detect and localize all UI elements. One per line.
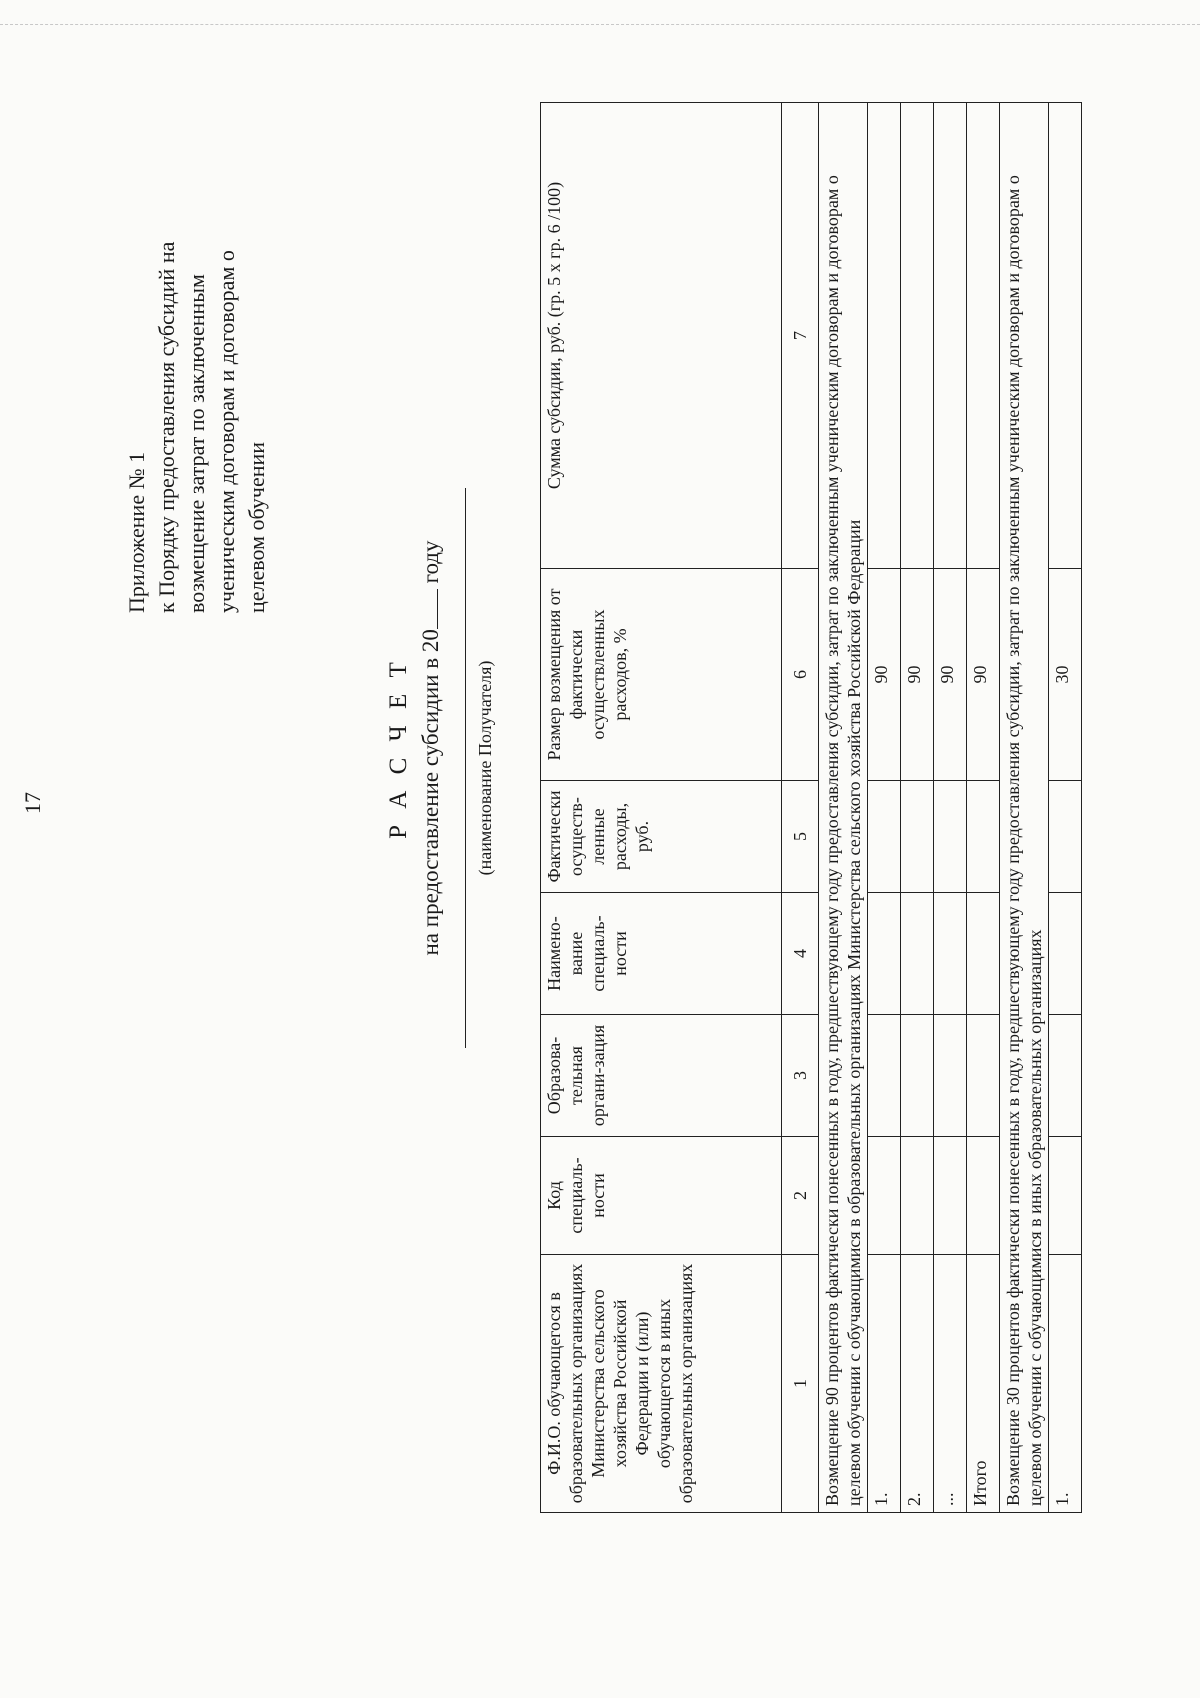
year-blank bbox=[436, 589, 438, 629]
calculation-table bbox=[540, 102, 1082, 1513]
table-row bbox=[1049, 103, 1082, 1513]
empty-cell bbox=[868, 103, 901, 569]
row-percent: 30 bbox=[1049, 569, 1082, 781]
col-number: 5 bbox=[782, 781, 819, 893]
document-title: Р А С Ч Е Т bbox=[385, 657, 412, 839]
empty-cell bbox=[1049, 893, 1082, 1015]
empty-cell bbox=[1049, 781, 1082, 893]
empty-cell bbox=[901, 1137, 934, 1255]
empty-cell bbox=[967, 103, 1000, 569]
row-label: 1. bbox=[868, 1255, 901, 1513]
empty-cell bbox=[1049, 1137, 1082, 1255]
header-row bbox=[541, 103, 782, 1513]
empty-cell bbox=[901, 781, 934, 893]
col-number: 1 bbox=[782, 1255, 819, 1513]
empty-cell bbox=[1049, 1015, 1082, 1137]
col-header-expenses: Фактически осуществ-ленные расходы, руб. bbox=[541, 781, 782, 893]
empty-cell bbox=[967, 1015, 1000, 1137]
row-label: Итого bbox=[967, 1255, 1000, 1513]
row-percent: 90 bbox=[934, 569, 967, 781]
empty-cell bbox=[901, 893, 934, 1015]
col-number: 4 bbox=[782, 893, 819, 1015]
appendix-line: возмещение затрат по заключенным bbox=[184, 274, 209, 613]
empty-cell bbox=[967, 1137, 1000, 1255]
col-number: 6 bbox=[782, 569, 819, 781]
col-header-org: Образова-тельная органи-зация bbox=[541, 1015, 782, 1137]
appendix-line: к Порядку предоставления субсидий на bbox=[154, 241, 179, 613]
empty-cell bbox=[901, 1015, 934, 1137]
col-header-subsidy: Сумма субсидии, руб. (гр. 5 х гр. 6 /100) bbox=[541, 103, 782, 569]
section-row bbox=[819, 103, 868, 1513]
row-label: 1. bbox=[1049, 1255, 1082, 1513]
document-subtitle bbox=[418, 348, 444, 1148]
col-header-name: Ф.И.О. обучающегося в образовательных организациях Министерства сельского хозяйства Российской Федерации и (или) обучающегося в иных образовательных организациях bbox=[541, 1255, 782, 1513]
row-percent: 90 bbox=[901, 569, 934, 781]
empty-cell bbox=[868, 1137, 901, 1255]
empty-cell bbox=[967, 893, 1000, 1015]
total-row bbox=[967, 103, 1000, 1513]
recipient-caption: (наименование Получателя) bbox=[475, 660, 495, 876]
col-header-specialty: Наимено-вание специаль-ности bbox=[541, 893, 782, 1015]
empty-cell bbox=[868, 893, 901, 1015]
appendix-line: ученическим договорам и договорам о bbox=[214, 250, 239, 613]
appendix-line: целевом обучении bbox=[244, 441, 269, 613]
empty-cell bbox=[934, 1137, 967, 1255]
appendix-block bbox=[122, 83, 272, 613]
table-row bbox=[868, 103, 901, 1513]
row-percent: 90 bbox=[868, 569, 901, 781]
section-row bbox=[1000, 103, 1049, 1513]
col-header-percent: Размер возмещения от фактически осуществленных расходов, % bbox=[541, 569, 782, 781]
appendix-line: Приложение № 1 bbox=[124, 451, 149, 613]
subtitle-year-word: году bbox=[418, 540, 443, 584]
empty-cell bbox=[934, 781, 967, 893]
empty-cell bbox=[868, 781, 901, 893]
section-1-title: Возмещение 90 процентов фактически понесенных в году, предшествующему году предоставления субсидии, затрат по заключенным ученическим договорам и договорам о целевом обучении с обучающимися в образовательных организациях Министерства сельского хозяйства Российской Федерации bbox=[819, 103, 868, 1513]
empty-cell bbox=[934, 893, 967, 1015]
section-2-title: Возмещение 30 процентов фактически понесенных в году, предшествующему году предоставления субсидии, затрат по заключенным ученическим договорам и договорам о целевом обучении с обучающимися в иных образовательных организациях bbox=[1000, 103, 1049, 1513]
col-number: 7 bbox=[782, 103, 819, 569]
empty-cell bbox=[967, 781, 1000, 893]
empty-cell bbox=[901, 103, 934, 569]
empty-cell bbox=[934, 103, 967, 569]
col-number: 2 bbox=[782, 1137, 819, 1255]
empty-cell bbox=[868, 1015, 901, 1137]
table-row bbox=[934, 103, 967, 1513]
row-label: 2. bbox=[901, 1255, 934, 1513]
empty-cell bbox=[1049, 103, 1082, 569]
number-row bbox=[782, 103, 819, 1513]
col-number: 3 bbox=[782, 1015, 819, 1137]
page-number: 17 bbox=[20, 792, 45, 814]
recipient-line bbox=[465, 488, 466, 1048]
subtitle-text: на предоставление субсидии в 20 bbox=[418, 629, 443, 956]
col-header-code: Код специаль-ности bbox=[541, 1137, 782, 1255]
table-row bbox=[901, 103, 934, 1513]
empty-cell bbox=[934, 1015, 967, 1137]
row-label: ... bbox=[934, 1255, 967, 1513]
row-percent: 90 bbox=[967, 569, 1000, 781]
